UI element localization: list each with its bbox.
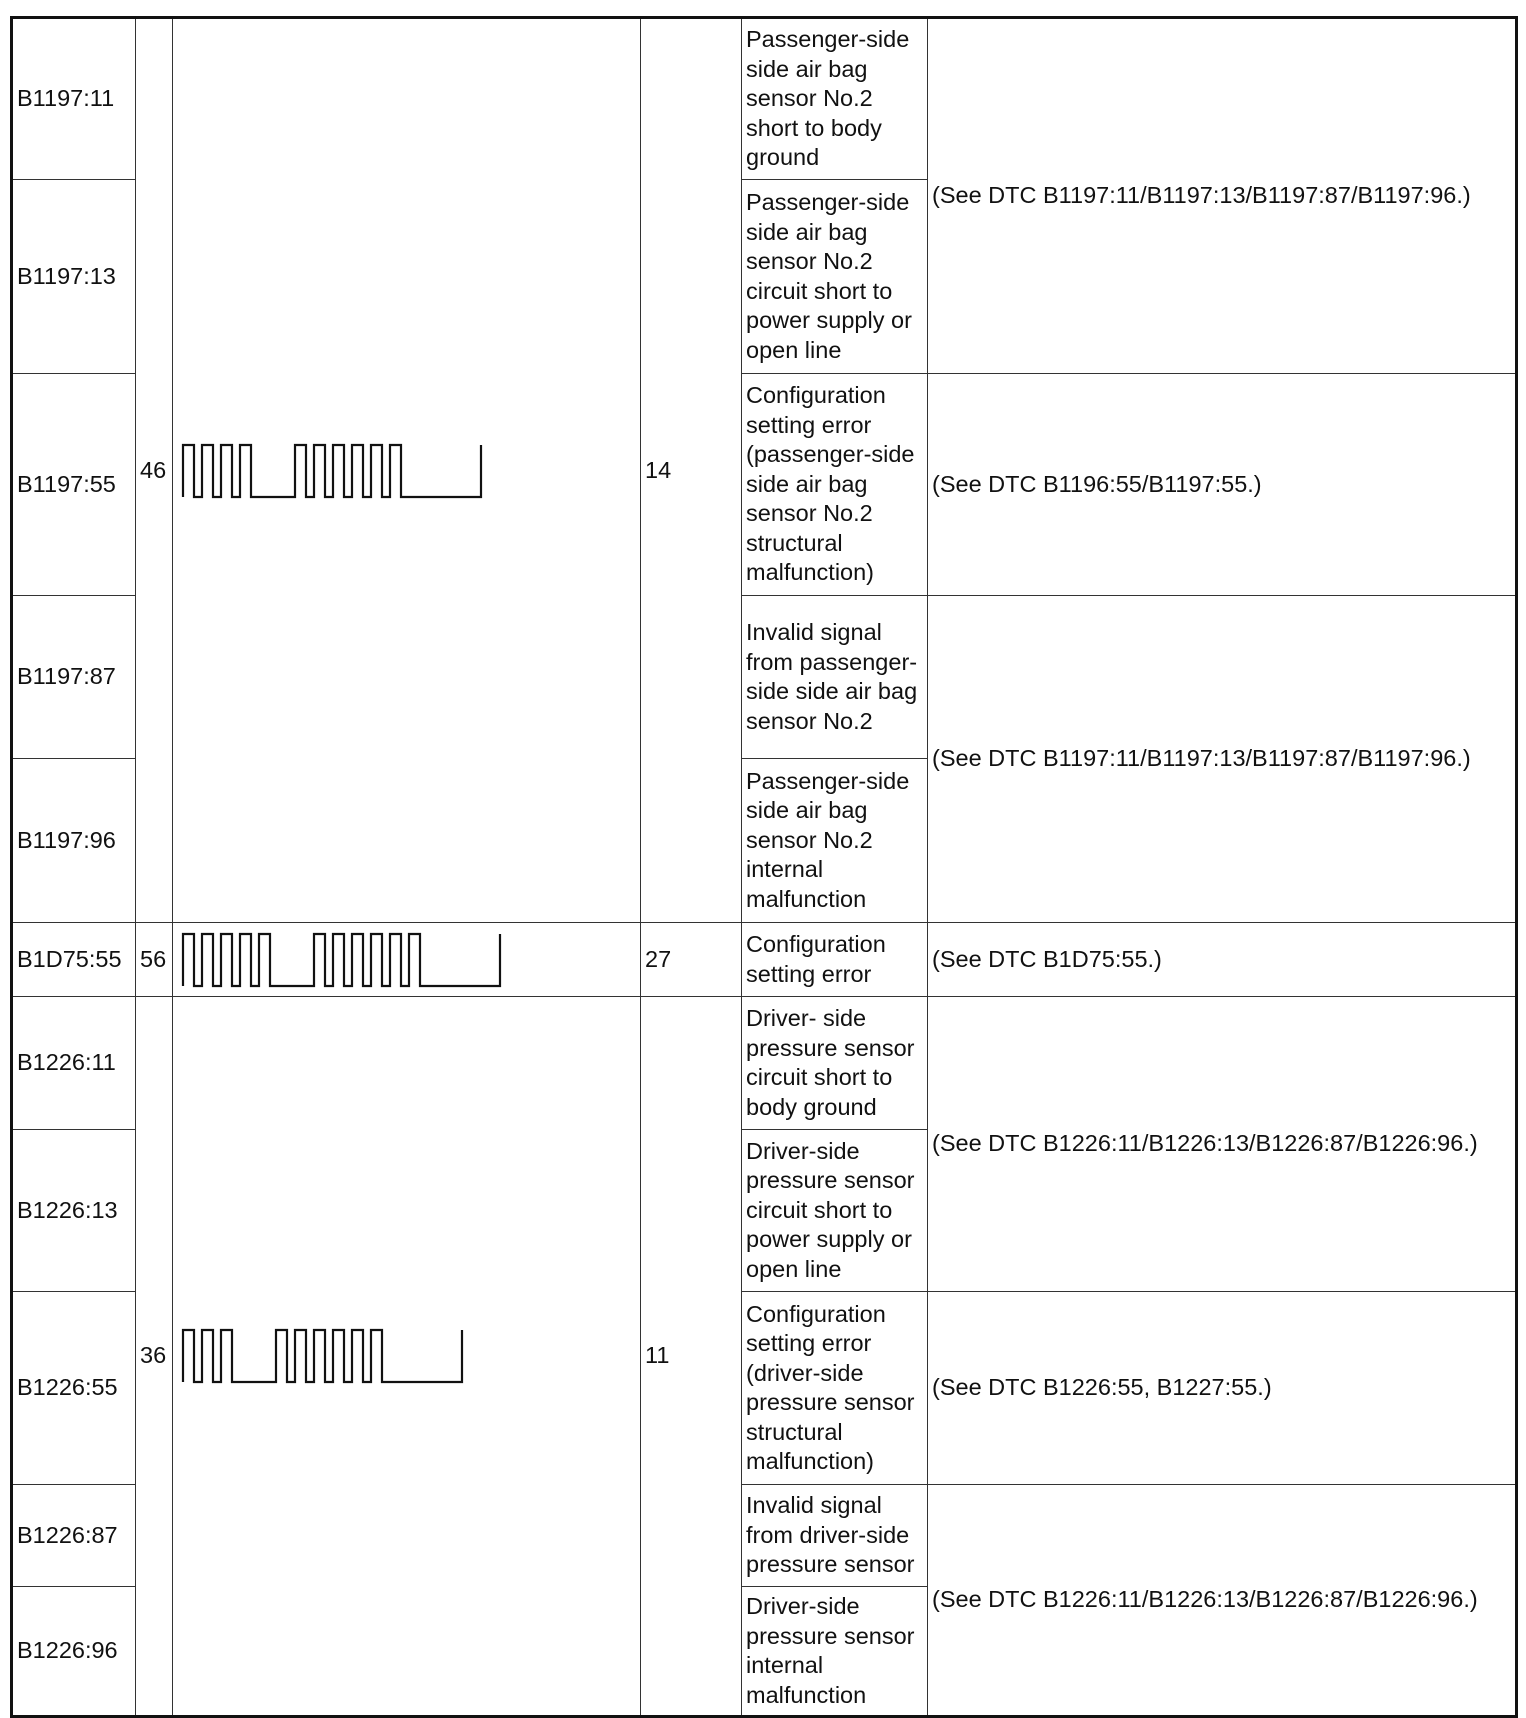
table-row <box>12 18 1517 180</box>
dtc-description: Passenger-side side air bag sensor No.2 circuit short to power supply or open line <box>742 180 928 374</box>
pulse-waveform-icon <box>181 439 621 503</box>
blink-count: 14 <box>641 18 742 923</box>
flash-count: 56 <box>136 923 173 997</box>
reference-link[interactable]: (See DTC B1197:11/B1197:13/B1197:87/B1197:96.) <box>928 596 1517 923</box>
reference-link[interactable]: (See DTC B1226:55, B1227:55.) <box>928 1292 1517 1485</box>
reference-link[interactable]: (See DTC B1197:11/B1197:13/B1197:87/B1197:96.) <box>928 18 1517 374</box>
pulse-waveform <box>173 997 641 1717</box>
dtc-description: Passenger-side side air bag sensor No.2 short to body ground <box>742 18 928 180</box>
dtc-description: Configuration setting error <box>742 923 928 997</box>
flash-count: 46 <box>136 18 173 923</box>
dtc-code: B1197:55 <box>12 374 136 596</box>
pulse-waveform-icon <box>181 1324 601 1388</box>
dtc-code: B1226:87 <box>12 1485 136 1587</box>
dtc-description: Invalid signal from driver-side pressure sensor <box>742 1485 928 1587</box>
reference-link[interactable]: (See DTC B1D75:55.) <box>928 923 1517 997</box>
blink-count: 27 <box>641 923 742 997</box>
dtc-description: Driver-side pressure sensor circuit short to power supply or open line <box>742 1130 928 1292</box>
dtc-code: B1226:96 <box>12 1587 136 1717</box>
reference-link[interactable]: (See DTC B1196:55/B1197:55.) <box>928 374 1517 596</box>
blink-count: 11 <box>641 997 742 1717</box>
reference-link[interactable]: (See DTC B1226:11/B1226:13/B1226:87/B1226:96.) <box>928 1485 1517 1717</box>
pulse-waveform <box>173 18 641 923</box>
pulse-waveform-icon <box>181 928 641 992</box>
dtc-description: Configuration setting error (passenger-side side air bag sensor No.2 structural malfunction) <box>742 374 928 596</box>
dtc-description: Driver- side pressure sensor circuit short to body ground <box>742 997 928 1130</box>
dtc-code: B1D75:55 <box>12 923 136 997</box>
dtc-code: B1226:13 <box>12 1130 136 1292</box>
dtc-description: Configuration setting error (driver-side pressure sensor structural malfunction) <box>742 1292 928 1485</box>
dtc-description: Invalid signal from passenger-side side air bag sensor No.2 <box>742 596 928 759</box>
dtc-table <box>10 16 1518 1718</box>
flash-count: 36 <box>136 997 173 1717</box>
dtc-code: B1197:13 <box>12 180 136 374</box>
table-row <box>12 997 1517 1130</box>
dtc-description: Driver-side pressure sensor internal malfunction <box>742 1587 928 1717</box>
reference-link[interactable]: (See DTC B1226:11/B1226:13/B1226:87/B1226:96.) <box>928 997 1517 1292</box>
pulse-waveform <box>173 923 641 997</box>
dtc-code: B1226:55 <box>12 1292 136 1485</box>
dtc-code: B1197:11 <box>12 18 136 180</box>
dtc-code: B1197:87 <box>12 596 136 759</box>
table-row <box>12 923 1517 997</box>
dtc-description: Passenger-side side air bag sensor No.2 internal malfunction <box>742 759 928 923</box>
dtc-code: B1226:11 <box>12 997 136 1130</box>
dtc-code: B1197:96 <box>12 759 136 923</box>
